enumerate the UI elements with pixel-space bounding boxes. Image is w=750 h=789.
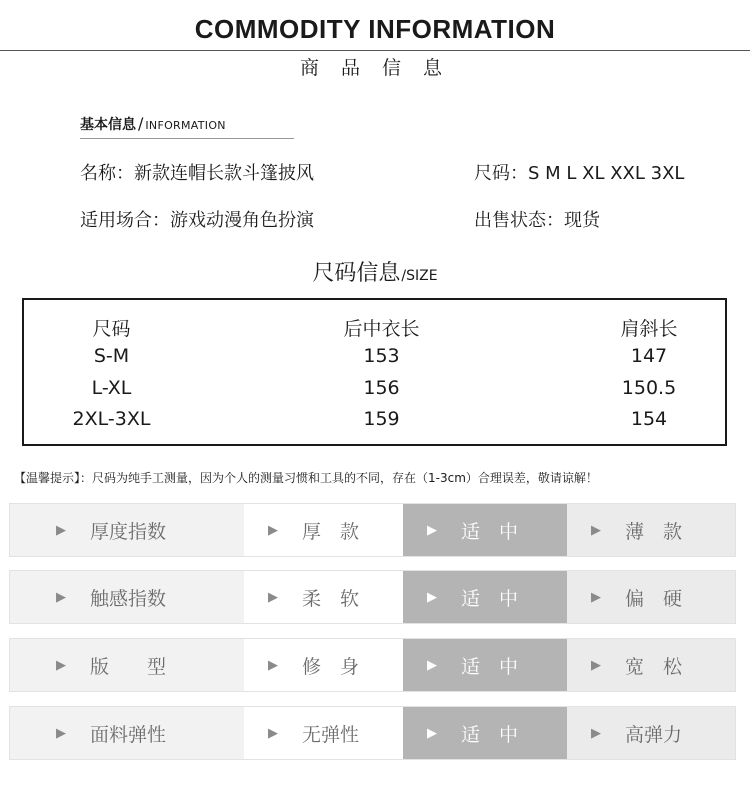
- size-table-header: 肩斜长: [620, 318, 678, 340]
- index-option-label: 高弹力: [625, 723, 683, 746]
- index-option: [244, 571, 403, 623]
- product-name: 名称：新款连帽长款斗篷披风: [80, 163, 314, 184]
- index-option: [244, 707, 403, 759]
- size-table-cell: S-M: [93, 345, 130, 367]
- play-arrow-icon: ▶: [268, 522, 278, 538]
- index-row-thickness: [9, 503, 736, 557]
- play-arrow-icon: ▶: [427, 589, 437, 605]
- play-arrow-icon: ▶: [56, 725, 66, 741]
- size-info-heading-cn: 尺码信息: [312, 261, 401, 286]
- page-subtitle: 商 品 信 息: [299, 57, 451, 79]
- index-label-label: 厚度指数: [90, 520, 167, 543]
- index-label-label: 触感指数: [90, 587, 167, 610]
- play-arrow-icon: ▶: [268, 725, 278, 741]
- index-option-label: 适 中: [461, 587, 519, 610]
- play-arrow-icon: ▶: [427, 522, 437, 538]
- play-arrow-icon: ▶: [591, 725, 601, 741]
- index-option: [567, 504, 735, 556]
- play-arrow-icon: ▶: [268, 589, 278, 605]
- size-table-row: [24, 377, 725, 407]
- index-option-label: 宽 松: [625, 655, 683, 678]
- size-table-cell: 154: [630, 408, 668, 430]
- size-table-header-row: [24, 314, 725, 344]
- basic-info-label: [80, 114, 226, 134]
- product-sizes: 尺码：S M L XL XXL 3XL: [474, 163, 685, 184]
- index-option: [567, 639, 735, 691]
- play-arrow-icon: ▶: [268, 657, 278, 673]
- size-table-cell: 156: [363, 377, 400, 399]
- index-option: [567, 571, 735, 623]
- basic-info-label-slash: /: [138, 114, 144, 133]
- index-option-label: 偏 硬: [625, 587, 683, 610]
- index-option: [567, 707, 735, 759]
- header-divider: [0, 50, 750, 51]
- size-table-cell: 159: [363, 408, 400, 430]
- page-title: COMMODITY INFORMATION: [194, 14, 556, 44]
- index-option: [244, 639, 403, 691]
- basic-info-label-cn: 基本信息: [80, 117, 136, 133]
- size-table-header: 尺码: [92, 318, 131, 340]
- product-scene: 适用场合：游戏动漫角色扮演: [80, 210, 314, 231]
- index-option: [403, 707, 567, 759]
- size-info-heading: [0, 256, 750, 287]
- size-table: [22, 298, 727, 446]
- play-arrow-icon: ▶: [427, 725, 437, 741]
- size-table-cell: 150.5: [621, 377, 677, 399]
- index-label: [10, 707, 244, 759]
- index-label: [10, 504, 244, 556]
- index-label: [10, 571, 244, 623]
- size-table-row: [24, 408, 725, 438]
- index-option-label: 适 中: [461, 723, 519, 746]
- index-row-fit: [9, 638, 736, 692]
- size-table-cell: 153: [363, 345, 400, 367]
- play-arrow-icon: ▶: [591, 657, 601, 673]
- index-option-label: 柔 软: [302, 587, 360, 610]
- index-option: [403, 571, 567, 623]
- index-option: [403, 639, 567, 691]
- index-option: [244, 504, 403, 556]
- index-row-elasticity: [9, 706, 736, 760]
- index-option-label: 无弹性: [302, 723, 360, 746]
- index-option-label: 修 身: [302, 655, 360, 678]
- play-arrow-icon: ▶: [427, 657, 437, 673]
- play-arrow-icon: ▶: [56, 657, 66, 673]
- size-info-heading-en: /SIZE: [401, 268, 438, 284]
- basic-info-divider: [80, 138, 294, 139]
- index-row-touch: [9, 570, 736, 624]
- size-table-header: 后中衣长: [343, 318, 420, 340]
- product-status: 出售状态：现货: [474, 210, 600, 231]
- size-table-cell: 2XL-3XL: [72, 408, 151, 430]
- measurement-tip: 【温馨提示】：尺码为纯手工测量，因为个人的测量习惯和工具的不同，存在（1-3cm）合理误差，敬请谅解！: [14, 471, 598, 485]
- index-option-label: 厚 款: [302, 520, 360, 543]
- index-label-label: 面料弹性: [90, 723, 167, 746]
- play-arrow-icon: ▶: [56, 589, 66, 605]
- index-option-label: 薄 款: [625, 520, 683, 543]
- play-arrow-icon: ▶: [591, 589, 601, 605]
- play-arrow-icon: ▶: [591, 522, 601, 538]
- index-option-label: 适 中: [461, 655, 519, 678]
- index-label: [10, 639, 244, 691]
- index-label-label: 版 型: [90, 655, 167, 678]
- size-table-cell: 147: [630, 345, 668, 367]
- size-table-row: [24, 345, 725, 375]
- size-table-cell: L-XL: [91, 377, 132, 399]
- play-arrow-icon: ▶: [56, 522, 66, 538]
- index-option: [403, 504, 567, 556]
- index-option-label: 适 中: [461, 520, 519, 543]
- basic-info-label-en: INFORMATION: [145, 119, 226, 132]
